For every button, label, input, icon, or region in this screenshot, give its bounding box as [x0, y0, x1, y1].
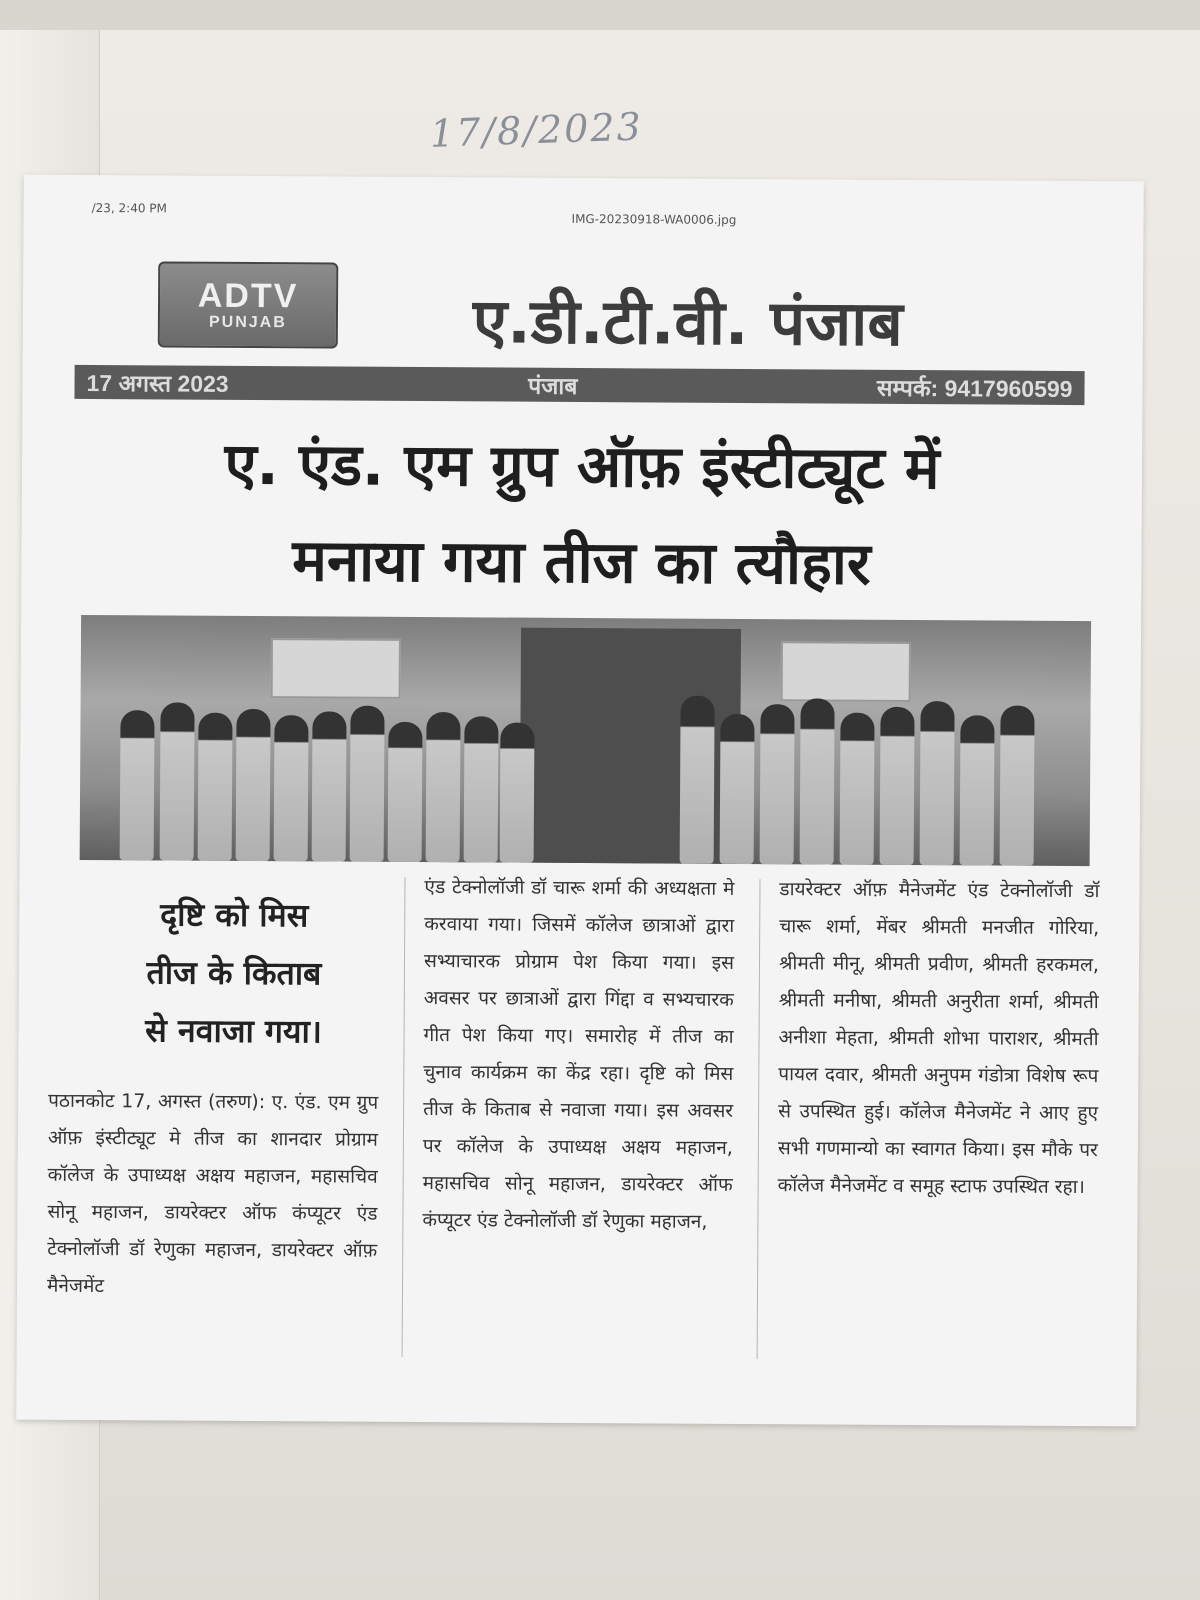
photo-person [680, 696, 715, 864]
photo-person [880, 707, 915, 865]
photo-person [1000, 706, 1035, 866]
photo-person [760, 704, 795, 864]
article-column-2: एंड टेक्नोलॉजी डॉ चारू शर्मा की अध्यक्षता मे करवाया गया। जिसमें कॉलेज छात्राओं द्वारा सभ्याचारक प्रोग्राम पेश किया गया। इस अवसर पर छात्राओं द्वारा गिंद्दा व सभ्यचारक गीत पेश किया गए। समारोह में तीज का चुनाव कार्यक्रम का केंद्र रहा। दृष्टि को मिस तीज के किताब से नवाजा गया। इस अवसर पर कॉलेज के उपाध्यक्ष अक्षय महाजन, महासचिव सोनू महाजन, डायरेक्टर ऑफ कंप्यूटर एंड टेक्नोलॉजी डॉ रेणुका महाजन, [422, 876, 735, 1233]
photo-person [350, 706, 385, 862]
headline-line-2: मनाया गया तीज का त्यौहार [292, 526, 871, 598]
dateline-bar [74, 365, 1084, 405]
handwritten-date: 17/8/2023 [429, 104, 644, 156]
headline [81, 415, 1082, 613]
photo-person [464, 716, 499, 862]
photo-person [500, 723, 535, 863]
logo-main-text: ADTV [197, 276, 299, 316]
photo-person [236, 709, 271, 861]
photo-banner-left [271, 638, 401, 699]
photo-person [840, 713, 875, 865]
photo-person [920, 701, 955, 865]
article-column-1: पठानकोट 17, अगस्त (तरुण): ए. एंड. एम ग्रुप ऑफ़ इंस्टीट्यूट मे तीज का शानदार प्रोग्राम कॉलेज के उपाध्यक्ष अक्षय महाजन, महासचिव सोनू महाजन, डायरेक्टर ऑफ कंप्यूटर एंड टेक्नोलॉजी डॉ रेणुका महाजन, डायरेक्टर ऑफ़ मैनेजमेंट [46, 1089, 379, 1298]
side-headline [73, 885, 394, 1061]
side-headline-line-3: से नवाजा गया। [145, 1011, 323, 1051]
photo-person [198, 713, 233, 861]
logo-sub-text: PUNJAB [208, 313, 287, 332]
dateline-place: पंजाब [528, 372, 578, 399]
photo-person [274, 715, 309, 861]
photo-person [800, 698, 835, 864]
article-column-3: डायरेक्टर ऑफ़ मैनेजमेंट एंड टेक्नोलॉजी डॉ चारू शर्मा, मेंबर श्रीमती मनजीत गोरिया, श्रीमती मीनू, श्रीमती प्रवीण, श्रीमती हरकमल, श्रीमती मनीषा, श्रीमती अनुरीता शर्मा, श्रीमती अनीशा मेहता, श्रीमती शोभा पाराशर, श्रीमती पायल दवार, श्रीमती अनुपम गंडोत्रा विशेष रूप से उपस्थित हुई। कॉलेज मैनेजमेंट ने आए हुए सभी गणमान्यो का स्वागत किया। इस मौके पर कॉलेज मैनेजमेंट व समूह स्टाफ उपस्थित रहा। [777, 878, 1100, 1199]
print-timestamp: /23, 2:40 PM [91, 201, 167, 216]
photo-person [120, 710, 155, 860]
photo-person [160, 702, 195, 860]
photo-person [960, 715, 995, 865]
column-divider [757, 879, 761, 1359]
photo-person [720, 714, 755, 864]
photo-person [312, 711, 347, 861]
photo-banner-right [781, 641, 911, 702]
column-divider [402, 877, 406, 1357]
photo-person [388, 722, 423, 862]
headline-line-1: ए. एंड. एम ग्रुप ऑफ़ इंस्टीट्यूट में [224, 429, 940, 503]
dateline-date: 17 अगस्त 2023 [86, 369, 229, 397]
print-filename: IMG-20230918-WA0006.jpg [571, 211, 737, 227]
masthead-title: ए.डी.टी.वी. पंजाब [472, 284, 903, 360]
side-headline-line-2: तीज के किताब [146, 953, 322, 993]
side-headline-line-1: दृष्टि को मिस [160, 895, 309, 935]
photo-person [426, 712, 461, 862]
adtv-logo [158, 261, 339, 348]
newspaper-clipping [16, 175, 1144, 1427]
dateline-contact: सम्पर्क: 9417960599 [876, 374, 1073, 403]
event-photo [80, 615, 1091, 866]
